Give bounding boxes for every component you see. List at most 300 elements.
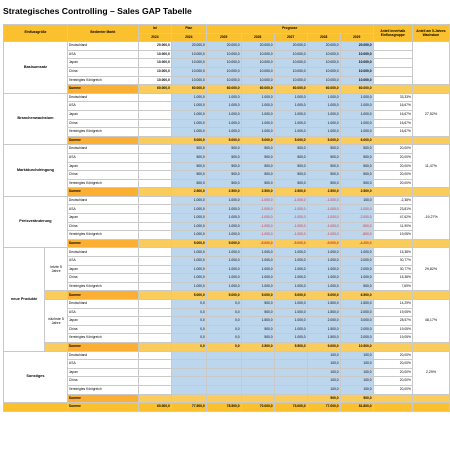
value-cell <box>274 360 307 369</box>
value-cell: 1.000,0 <box>274 317 307 326</box>
value-cell: 1.000,0 <box>171 93 206 102</box>
value-cell: 500,0 <box>171 179 206 188</box>
total-cell: 70.000,0 <box>241 403 274 412</box>
value-cell: 500,0 <box>241 308 274 317</box>
table-row <box>4 93 450 102</box>
value-cell: -2.000,0 <box>340 214 373 223</box>
table-row <box>4 274 450 283</box>
group-label: Marktdurchdringung <box>4 145 68 197</box>
value-cell: 100,0 <box>307 360 340 369</box>
value-cell: 1.000,0 <box>274 248 307 257</box>
sum-cell: 60.000,0 <box>307 85 340 94</box>
value-cell: 1.000,0 <box>241 128 274 137</box>
value-cell: 10.000,0 <box>274 59 307 68</box>
value-cell <box>138 265 171 274</box>
sum-cell: -5.000,0 <box>241 239 274 248</box>
value-cell: 10.000,0 <box>138 59 171 68</box>
value-cell <box>171 385 206 394</box>
value-cell <box>138 162 171 171</box>
value-cell: 10.000,0 <box>307 50 340 59</box>
market-name: China <box>67 377 138 386</box>
table-row <box>4 102 450 111</box>
value-cell: 0,0 <box>206 308 241 317</box>
sum-label: Summe <box>67 188 138 197</box>
value-cell: 500,0 <box>206 179 241 188</box>
sum-cell: 6.500,0 <box>340 291 373 300</box>
sum-cell: 60.000,0 <box>138 85 171 94</box>
sum-cell <box>138 136 171 145</box>
value-cell: 3.000,0 <box>340 317 373 326</box>
value-cell <box>138 231 171 240</box>
value-cell <box>138 385 171 394</box>
value-cell: 20.000,0 <box>307 42 340 51</box>
value-cell: 1.000,0 <box>206 93 241 102</box>
header-markt: Bedienter Markt <box>67 25 138 42</box>
value-cell: 1.000,0 <box>241 93 274 102</box>
value-cell: 1.000,0 <box>171 214 206 223</box>
value-cell: 500,0 <box>171 145 206 154</box>
value-cell: 1.000,0 <box>206 205 241 214</box>
value-cell <box>138 214 171 223</box>
share-cell: 19,05% <box>373 325 412 334</box>
share-cell: 20,00% <box>373 162 412 171</box>
market-name: China <box>67 119 138 128</box>
share-cell: 30,77% <box>373 257 412 266</box>
table-row <box>4 110 450 119</box>
sum-cell: 10.500,0 <box>340 342 373 351</box>
share-cell: 23,81% <box>373 205 412 214</box>
sum-label: Summe <box>67 239 138 248</box>
value-cell: 1.000,0 <box>274 119 307 128</box>
value-cell: 0,0 <box>171 317 206 326</box>
sum-cell: 5.500,0 <box>274 342 307 351</box>
value-cell: 10.000,0 <box>241 67 274 76</box>
share-cell <box>373 50 412 59</box>
table-row <box>4 317 450 326</box>
table-row <box>4 231 450 240</box>
sum-share <box>373 342 412 351</box>
market-name: Japan <box>67 162 138 171</box>
value-cell: -1.000,0 <box>274 196 307 205</box>
value-cell <box>138 282 171 291</box>
value-cell <box>138 325 171 334</box>
growth-share: -19,27% <box>412 196 449 239</box>
value-cell: 0,0 <box>206 325 241 334</box>
value-cell: 1.000,0 <box>241 282 274 291</box>
share-cell: 16,67% <box>373 119 412 128</box>
table-row <box>4 248 450 257</box>
value-cell <box>138 308 171 317</box>
value-cell: 0,0 <box>171 325 206 334</box>
growth-share: 11,47% <box>412 145 449 188</box>
value-cell: 1.000,0 <box>171 231 206 240</box>
value-cell: 500,0 <box>307 179 340 188</box>
sum-share <box>373 394 412 403</box>
share-cell: 19,05% <box>373 334 412 343</box>
value-cell: 500,0 <box>171 153 206 162</box>
table-row <box>4 385 450 394</box>
value-cell <box>138 300 171 309</box>
market-name: USA <box>67 205 138 214</box>
value-cell: 500,0 <box>340 282 373 291</box>
value-cell: 0,0 <box>206 317 241 326</box>
value-cell: 10.000,0 <box>274 76 307 85</box>
value-cell: 10.000,0 <box>307 76 340 85</box>
sum-growth <box>412 291 449 300</box>
value-cell <box>171 351 206 360</box>
value-cell <box>241 368 274 377</box>
share-cell: 11,90% <box>373 222 412 231</box>
sum-cell: 5.000,0 <box>274 291 307 300</box>
sum-growth <box>412 342 449 351</box>
value-cell: 1.000,0 <box>274 93 307 102</box>
value-cell: 100,0 <box>307 377 340 386</box>
value-cell: 500,0 <box>206 171 241 180</box>
value-cell: 2.000,0 <box>340 257 373 266</box>
header-year: 2026 <box>241 33 274 42</box>
value-cell <box>206 351 241 360</box>
value-cell: 500,0 <box>241 145 274 154</box>
value-cell: -1.000,0 <box>241 196 274 205</box>
value-cell: 1.000,0 <box>241 274 274 283</box>
sum-cell: 60.000,0 <box>206 85 241 94</box>
value-cell: 20.000,0 <box>138 42 171 51</box>
value-cell: 1.000,0 <box>206 214 241 223</box>
market-name: Vereinigtes Königreich <box>67 231 138 240</box>
value-cell: -1.000,0 <box>307 214 340 223</box>
subgroup-label: letzte 5 Jahre <box>45 248 68 291</box>
sum-cell: 5.000,0 <box>206 239 241 248</box>
value-cell: 20.000,0 <box>206 42 241 51</box>
market-name: USA <box>67 308 138 317</box>
market-name: USA <box>67 257 138 266</box>
sum-cell: 5.000,0 <box>307 291 340 300</box>
sum-cell: 2.500,0 <box>171 188 206 197</box>
value-cell: 1.500,0 <box>307 334 340 343</box>
value-cell: 500,0 <box>241 325 274 334</box>
value-cell: 100,0 <box>340 360 373 369</box>
table-row <box>4 162 450 171</box>
table-row <box>4 145 450 154</box>
value-cell <box>274 368 307 377</box>
share-cell <box>373 76 412 85</box>
group-label: Sonstiges <box>4 351 68 403</box>
sum-cell: 2.500,0 <box>340 188 373 197</box>
share-cell: 19,05% <box>373 231 412 240</box>
table-row <box>4 76 450 85</box>
table-row <box>4 282 450 291</box>
share-cell: 33,33% <box>373 93 412 102</box>
sum-cell: 0,0 <box>206 342 241 351</box>
sum-label: Summe <box>67 394 138 403</box>
value-cell: 20.000,0 <box>340 42 373 51</box>
table-row <box>4 171 450 180</box>
value-cell: 0,0 <box>206 300 241 309</box>
value-cell: 1.000,0 <box>171 248 206 257</box>
sum-growth <box>412 239 449 248</box>
value-cell: 500,0 <box>307 162 340 171</box>
header-einflussgroesse: Einflussgröße <box>4 25 68 42</box>
value-cell: 1.000,0 <box>340 102 373 111</box>
value-cell: 10.000,0 <box>241 50 274 59</box>
value-cell: 10.000,0 <box>206 59 241 68</box>
value-cell: 0,0 <box>171 300 206 309</box>
table-row <box>4 265 450 274</box>
value-cell: 500,0 <box>274 171 307 180</box>
market-name: USA <box>67 102 138 111</box>
total-cell: 77.500,0 <box>171 403 206 412</box>
value-cell: 10.000,0 <box>340 76 373 85</box>
value-cell <box>138 274 171 283</box>
value-cell: 100,0 <box>340 351 373 360</box>
value-cell: 10.000,0 <box>307 59 340 68</box>
total-label: Summe <box>67 403 138 412</box>
table-row <box>4 342 450 351</box>
value-cell: 2.000,0 <box>340 265 373 274</box>
sum-cell: 6.000,0 <box>340 136 373 145</box>
value-cell: 1.000,0 <box>171 222 206 231</box>
value-cell <box>138 102 171 111</box>
value-cell: 1.000,0 <box>206 196 241 205</box>
sum-cell <box>138 342 171 351</box>
group-label: neue Produkte <box>4 248 45 351</box>
value-cell <box>171 368 206 377</box>
value-cell: 1.000,0 <box>241 110 274 119</box>
sum-cell <box>241 394 274 403</box>
share-cell: 20,00% <box>373 145 412 154</box>
table-row <box>4 67 450 76</box>
sum-growth <box>412 394 449 403</box>
sum-cell: 9.000,0 <box>307 342 340 351</box>
value-cell: 1.000,0 <box>307 274 340 283</box>
value-cell: 20.000,0 <box>241 42 274 51</box>
market-name: Deutschland <box>67 248 138 257</box>
header-year: 2025 <box>206 33 241 42</box>
value-cell: 1.000,0 <box>171 274 206 283</box>
header-year: 2027 <box>274 33 307 42</box>
sum-cell: 5.000,0 <box>274 136 307 145</box>
value-cell <box>138 248 171 257</box>
sum-cell: 5.000,0 <box>206 291 241 300</box>
value-cell: 1.000,0 <box>171 196 206 205</box>
value-cell: 1.000,0 <box>307 119 340 128</box>
market-name: Deutschland <box>67 351 138 360</box>
value-cell <box>138 222 171 231</box>
share-cell <box>373 67 412 76</box>
value-cell: 1.000,0 <box>171 102 206 111</box>
value-cell: 1.000,0 <box>171 128 206 137</box>
value-cell: 1.000,0 <box>206 119 241 128</box>
value-cell: 500,0 <box>206 162 241 171</box>
value-cell: -1.000,0 <box>340 205 373 214</box>
value-cell: 10.000,0 <box>206 67 241 76</box>
value-cell: 1.000,0 <box>307 265 340 274</box>
sheet-title: Strategisches Controlling – Sales GAP Tabelle <box>3 6 192 16</box>
value-cell: 1.000,0 <box>171 265 206 274</box>
value-cell: 500,0 <box>340 179 373 188</box>
value-cell: -1.000,0 <box>274 222 307 231</box>
market-name: Vereinigtes Königreich <box>67 179 138 188</box>
value-cell: 500,0 <box>274 179 307 188</box>
sum-cell: 2.500,0 <box>241 342 274 351</box>
value-cell: 1.000,0 <box>206 248 241 257</box>
value-cell: 1.000,0 <box>340 274 373 283</box>
market-name: China <box>67 274 138 283</box>
value-cell <box>138 351 171 360</box>
value-cell: 500,0 <box>241 153 274 162</box>
value-cell: 1.000,0 <box>241 265 274 274</box>
header-year: 2029 <box>340 33 373 42</box>
table-row <box>4 403 450 412</box>
value-cell: 10.000,0 <box>171 59 206 68</box>
value-cell: 500,0 <box>241 171 274 180</box>
value-cell: 100,0 <box>307 368 340 377</box>
sum-cell: -5.000,0 <box>274 239 307 248</box>
value-cell: 2.000,0 <box>340 325 373 334</box>
market-name: Deutschland <box>67 196 138 205</box>
value-cell: -1.000,0 <box>241 205 274 214</box>
market-name: Vereinigtes Königreich <box>67 282 138 291</box>
value-cell <box>241 385 274 394</box>
sum-cell: 2.500,0 <box>274 188 307 197</box>
share-cell: 7,69% <box>373 282 412 291</box>
sales-gap-table <box>3 24 450 412</box>
value-cell: 20.000,0 <box>274 42 307 51</box>
value-cell: 10.000,0 <box>340 59 373 68</box>
market-name: Japan <box>67 368 138 377</box>
sum-growth <box>412 188 449 197</box>
value-cell: 1.000,0 <box>307 102 340 111</box>
value-cell: -1.000,0 <box>274 214 307 223</box>
value-cell <box>171 360 206 369</box>
value-cell: 1.000,0 <box>206 282 241 291</box>
value-cell <box>138 360 171 369</box>
value-cell: -1.000,0 <box>274 205 307 214</box>
value-cell: 1.000,0 <box>307 128 340 137</box>
value-cell: 0,0 <box>171 308 206 317</box>
value-cell: 1.000,0 <box>307 110 340 119</box>
value-cell <box>138 334 171 343</box>
growth-share: 29,82% <box>412 248 449 291</box>
value-cell <box>138 119 171 128</box>
value-cell: 500,0 <box>241 179 274 188</box>
market-name: Japan <box>67 317 138 326</box>
value-cell: 1.000,0 <box>307 282 340 291</box>
table-row <box>4 179 450 188</box>
value-cell: 1.500,0 <box>307 308 340 317</box>
value-cell: 0,0 <box>171 334 206 343</box>
market-name: Vereinigtes Königreich <box>67 76 138 85</box>
value-cell: 10.000,0 <box>171 67 206 76</box>
value-cell: 500,0 <box>171 171 206 180</box>
value-cell: 1.000,0 <box>241 119 274 128</box>
value-cell: -1.000,0 <box>241 231 274 240</box>
value-cell: 500,0 <box>340 153 373 162</box>
value-cell: -1.000,0 <box>307 222 340 231</box>
market-name: Deutschland <box>67 42 138 51</box>
share-cell: 20,00% <box>373 360 412 369</box>
market-name: USA <box>67 153 138 162</box>
growth-share: 27,52% <box>412 93 449 136</box>
value-cell: 1.500,0 <box>241 317 274 326</box>
header-wachstum: Anteil am 5-Jahres Wachstum <box>412 25 449 42</box>
sum-cell <box>206 394 241 403</box>
value-cell: 10.000,0 <box>274 67 307 76</box>
value-cell: 500,0 <box>206 145 241 154</box>
value-cell <box>206 377 241 386</box>
value-cell <box>138 110 171 119</box>
value-cell <box>138 257 171 266</box>
sum-growth <box>412 136 449 145</box>
value-cell <box>138 196 171 205</box>
table-row <box>4 394 450 403</box>
value-cell: 1.000,0 <box>171 282 206 291</box>
table-row <box>4 42 450 51</box>
value-cell: 1.000,0 <box>274 334 307 343</box>
value-cell: 500,0 <box>241 162 274 171</box>
sum-cell: 60.000,0 <box>241 85 274 94</box>
value-cell <box>274 377 307 386</box>
sum-cell: 500,0 <box>340 394 373 403</box>
growth-share: 2,29% <box>412 351 449 394</box>
value-cell <box>138 93 171 102</box>
total-cell: 60.000,0 <box>138 403 171 412</box>
value-cell <box>206 385 241 394</box>
value-cell: 10.000,0 <box>307 67 340 76</box>
value-cell: -1.000,0 <box>241 222 274 231</box>
group-label: Basisumsatz <box>4 42 68 94</box>
subgroup-label: nächste 5 Jahre <box>45 300 68 343</box>
value-cell: 10.000,0 <box>138 67 171 76</box>
value-cell <box>206 360 241 369</box>
value-cell <box>138 317 171 326</box>
value-cell: -1.000,0 <box>307 196 340 205</box>
value-cell: 1.500,0 <box>340 300 373 309</box>
sum-cell <box>138 188 171 197</box>
value-cell: 1.000,0 <box>307 257 340 266</box>
table-row <box>4 59 450 68</box>
value-cell: 1.000,0 <box>274 128 307 137</box>
table-row <box>4 351 450 360</box>
sum-cell <box>138 239 171 248</box>
sum-cell: 5.000,0 <box>241 136 274 145</box>
value-cell <box>274 385 307 394</box>
market-name: USA <box>67 50 138 59</box>
value-cell: 500,0 <box>241 300 274 309</box>
header-year: 2024 <box>171 33 206 42</box>
value-cell: 1.500,0 <box>307 325 340 334</box>
value-cell: -800,0 <box>340 231 373 240</box>
value-cell: 500,0 <box>274 153 307 162</box>
value-cell: 10.000,0 <box>138 50 171 59</box>
value-cell: 500,0 <box>307 145 340 154</box>
sum-cell: 5.000,0 <box>206 136 241 145</box>
table-row <box>4 119 450 128</box>
table-row <box>4 257 450 266</box>
share-cell: 20,00% <box>373 171 412 180</box>
share-cell: 15,38% <box>373 248 412 257</box>
sum-cell: 5.000,0 <box>171 136 206 145</box>
value-cell: 10.000,0 <box>340 50 373 59</box>
sum-cell: 2.500,0 <box>206 188 241 197</box>
share-cell: 20,00% <box>373 351 412 360</box>
share-cell: 30,77% <box>373 265 412 274</box>
value-cell: 500,0 <box>171 162 206 171</box>
value-cell <box>206 368 241 377</box>
value-cell: 10.000,0 <box>206 50 241 59</box>
total-share <box>373 403 412 412</box>
value-cell: 1.000,0 <box>206 274 241 283</box>
